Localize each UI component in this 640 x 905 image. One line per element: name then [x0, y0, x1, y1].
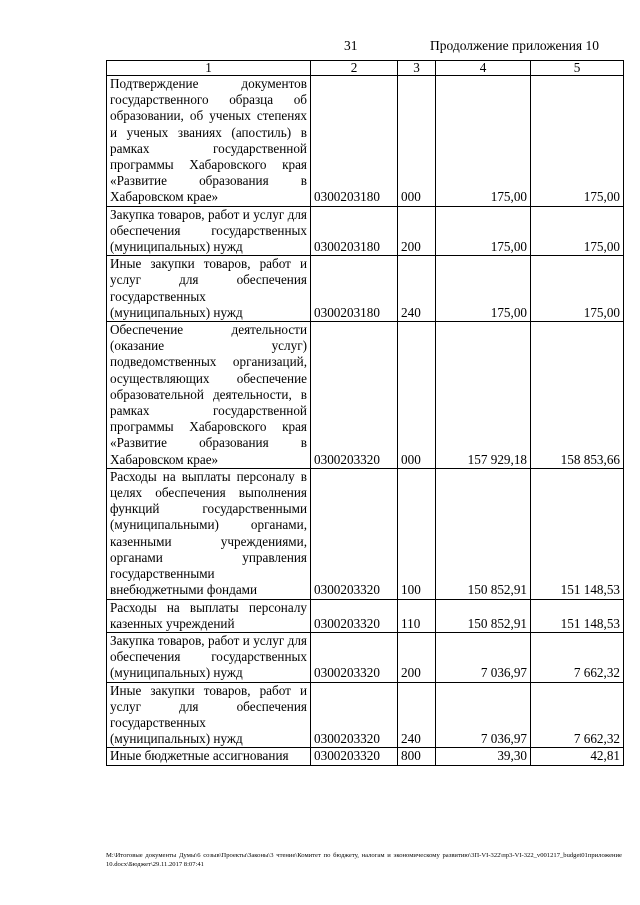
column-header: 2: [311, 61, 398, 76]
expense-name: Подтверждение документов государственного образца об образовании, об ученых степенях и ученых званиях (апостиль) в рамках государственной программы Хабаровского края «Развитие образования в Хабаровском крае»: [107, 76, 311, 207]
table-row: [107, 468, 624, 599]
budget-table: [106, 60, 624, 766]
target-code: 0300203180: [311, 76, 398, 207]
target-code: 0300203320: [311, 322, 398, 469]
expense-name: Расходы на выплаты персоналу казенных учреждений: [107, 599, 311, 632]
amount-year-2: 42,81: [531, 748, 624, 765]
amount-year-2: 151 148,53: [531, 599, 624, 632]
page-header: [0, 38, 640, 56]
continuation-label: Продолжение приложения 10: [430, 38, 600, 53]
amount-year-1: 7 036,97: [436, 682, 531, 748]
expense-name: Расходы на выплаты персоналу в целях обеспечения выполнения функций государственными (муниципальными) органами, казенными учреждениями, органами управления государственными внебюджетными фондами: [107, 468, 311, 599]
expense-type: 110: [398, 599, 436, 632]
amount-year-1: 39,30: [436, 748, 531, 765]
column-header: 4: [436, 61, 531, 76]
target-code: 0300203180: [311, 256, 398, 322]
amount-year-1: 175,00: [436, 206, 531, 256]
amount-year-1: 157 929,18: [436, 322, 531, 469]
expense-type: 100: [398, 468, 436, 599]
column-number-row: [107, 61, 624, 76]
amount-year-2: 158 853,66: [531, 322, 624, 469]
expense-type: 800: [398, 748, 436, 765]
expense-type: 000: [398, 76, 436, 207]
amount-year-1: 175,00: [436, 76, 531, 207]
column-header: 3: [398, 61, 436, 76]
target-code: 0300203320: [311, 599, 398, 632]
expense-name: Иные бюджетные ассигнования: [107, 748, 311, 765]
target-code: 0300203320: [311, 632, 398, 682]
table-row: [107, 632, 624, 682]
amount-year-2: 175,00: [531, 206, 624, 256]
target-code: 0300203320: [311, 682, 398, 748]
column-header: 1: [107, 61, 311, 76]
expense-type: 000: [398, 322, 436, 469]
table-row: [107, 322, 624, 469]
table-row: [107, 599, 624, 632]
expense-name: Закупка товаров, работ и услуг для обеспечения государственных (муниципальных) нужд: [107, 632, 311, 682]
amount-year-2: 7 662,32: [531, 682, 624, 748]
table-row: [107, 682, 624, 748]
column-header: 5: [531, 61, 624, 76]
amount-year-1: 150 852,91: [436, 599, 531, 632]
table-row: [107, 748, 624, 765]
table-row: [107, 76, 624, 207]
expense-type: 200: [398, 632, 436, 682]
target-code: 0300203180: [311, 206, 398, 256]
expense-name: Иные закупки товаров, работ и услуг для обеспечения государственных (муниципальных) нужд: [107, 682, 311, 748]
amount-year-2: 7 662,32: [531, 632, 624, 682]
amount-year-2: 175,00: [531, 256, 624, 322]
target-code: 0300203320: [311, 748, 398, 765]
amount-year-2: 151 148,53: [531, 468, 624, 599]
expense-type: 200: [398, 206, 436, 256]
expense-name: Закупка товаров, работ и услуг для обеспечения государственных (муниципальных) нужд: [107, 206, 311, 256]
expense-type: 240: [398, 256, 436, 322]
amount-year-1: 7 036,97: [436, 632, 531, 682]
expense-type: 240: [398, 682, 436, 748]
expense-name: Обеспечение деятельности (оказание услуг) подведомственных организаций, осуществляющих обеспечение образовательной деятельности, в рамках государственной программы Хабаровского края «Развитие образования в Хабаровском крае»: [107, 322, 311, 469]
page-number: 31: [344, 38, 358, 53]
table-row: [107, 206, 624, 256]
document-path-footer: M:\Итоговые документы Думы\6 созыв\Проекты\Законы\3 чтение\Комитет по бюджету, налогам и экономическому развитию\3П-VI-322\пр3-VI-322_v001217_budget01приложение 10.docx\Бюджет\29.11.2017 8:07:41: [106, 852, 622, 868]
amount-year-2: 175,00: [531, 76, 624, 207]
expense-name: Иные закупки товаров, работ и услуг для обеспечения государственных (муниципальных) нужд: [107, 256, 311, 322]
amount-year-1: 150 852,91: [436, 468, 531, 599]
target-code: 0300203320: [311, 468, 398, 599]
amount-year-1: 175,00: [436, 256, 531, 322]
table-row: [107, 256, 624, 322]
